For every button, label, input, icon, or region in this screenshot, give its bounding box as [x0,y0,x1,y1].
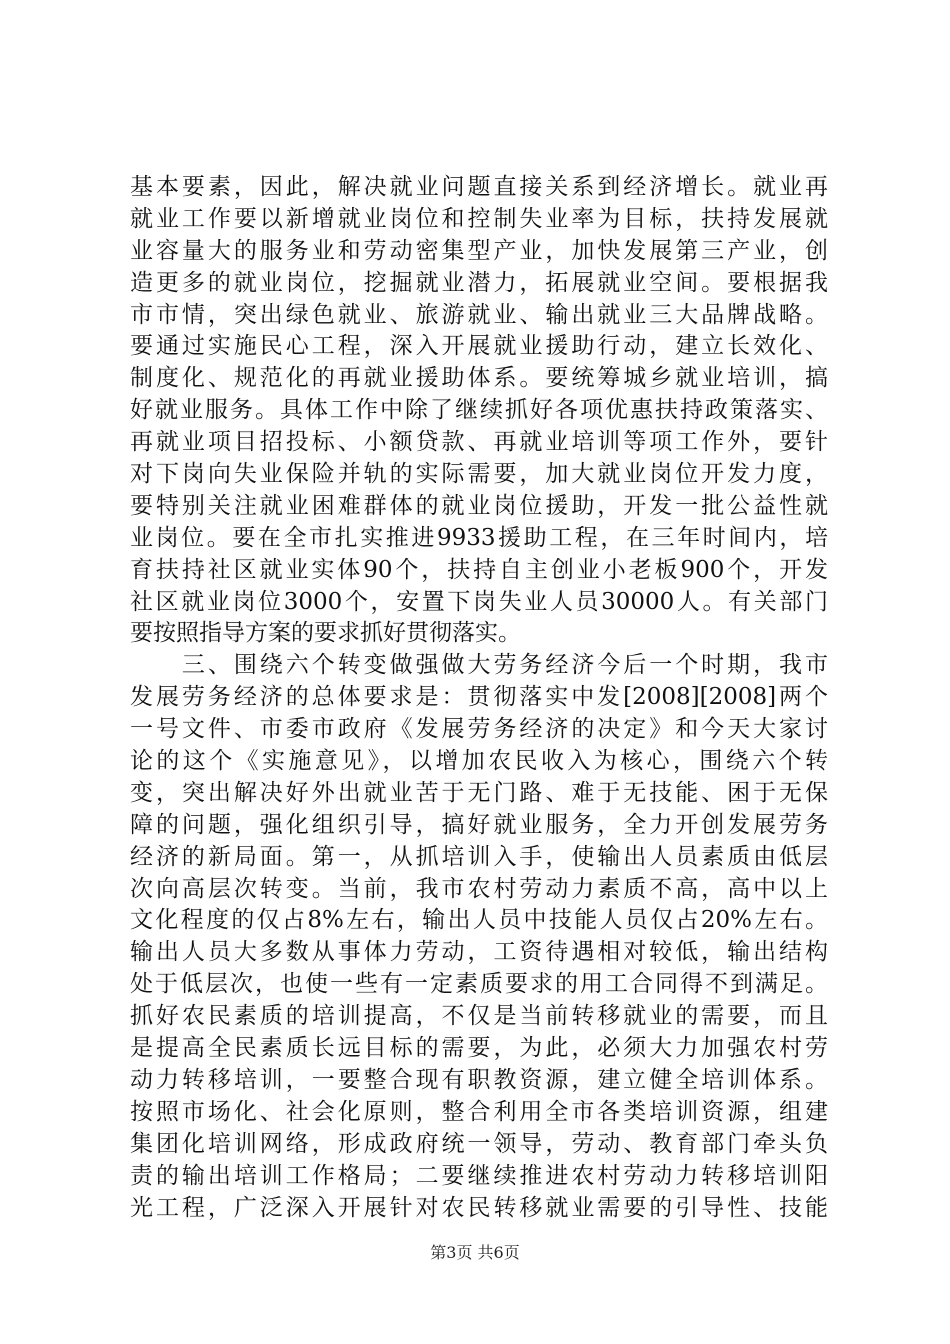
text-line: 就业工作要以新增就业岗位和控制失业率为目标，扶持发展就 [130,205,828,232]
text-line: 文化程度的仅占8%左右，输出人员中技能人员仅占20%左右。 [130,907,828,934]
text-line: 要按照指导方案的要求抓好贯彻落实。 [130,620,521,647]
page-footer: 第3页 共6页 [430,1243,520,1262]
text-line: 业容量大的服务业和劳动密集型产业，加快发展第三产业，创 [130,237,828,264]
text-line: 制度化、规范化的再就业援助体系。要统筹城乡就业培训，搞 [130,365,828,392]
text-line: 按照市场化、社会化原则，整合利用全市各类培训资源，组建 [130,1098,828,1125]
text-line: 对下岗向失业保险并轨的实际需要，加大就业岗位开发力度， [130,461,828,488]
text-line: 要通过实施民心工程，深入开展就业援助行动，建立长效化、 [130,333,828,360]
text-line: 市市情，突出绿色就业、旅游就业、输出就业三大品牌战略。 [130,301,828,328]
text-line: 抓好农民素质的培训提高，不仅是当前转移就业的需要，而且 [130,1003,828,1030]
text-line: 输出人员大多数从事体力劳动，工资待遇相对较低，输出结构 [130,939,828,966]
text-line: 是提高全民素质长远目标的需要，为此，必须大力加强农村劳 [130,1035,828,1062]
text-line: 基本要素，因此，解决就业问题直接关系到经济增长。就业再 [130,174,828,200]
text-line: 动力转移培训，一要整合现有职教资源，建立健全培训体系。 [130,1066,828,1093]
text-line: 好就业服务。具体工作中除了继续抓好各项优惠扶持政策落实、 [130,397,828,424]
text-line: 一号文件、市委市政府《发展劳务经济的决定》和今天大家讨 [130,716,828,743]
text-line: 光工程，广泛深入开展针对农民转移就业需要的引导性、技能 [130,1194,828,1221]
body-text [130,172,828,1224]
text-line: 造更多的就业岗位，挖掘就业潜力，拓展就业空间。要根据我 [130,269,828,296]
text-line: 发展劳务经济的总体要求是：贯彻落实中发[2008][2008]两个 [130,684,828,711]
text-line: 再就业项目招投标、小额贷款、再就业培训等项工作外，要针 [130,429,828,456]
text-line: 处于低层次，也使一些有一定素质要求的用工合同得不到满足。 [130,971,828,998]
text-line: 次向高层次转变。当前，我市农村劳动力素质不高，高中以上 [130,875,828,902]
text-line: 变，突出解决好外出就业苦于无门路、难于无技能、困于无保 [130,779,828,806]
text-line: 业岗位。要在全市扎实推进9933援助工程，在三年时间内，培 [130,524,828,551]
text-line: 经济的新局面。第一，从抓培训入手，使输出人员素质由低层 [130,843,828,870]
text-line: 育扶持社区就业实体90个，扶持自主创业小老板900个，开发 [130,556,828,583]
text-line: 三、围绕六个转变做强做大劳务经济今后一个时期，我市 [130,652,828,679]
text-line: 要特别关注就业困难群体的就业岗位援助，开发一批公益性就 [130,492,828,519]
text-line: 社区就业岗位3000个，安置下岗失业人员30000人。有关部门 [130,588,828,615]
text-line: 障的问题，强化组织引导，搞好就业服务，全力开创发展劳务 [130,811,828,838]
text-line: 集团化培训网络，形成政府统一领导，劳动、教育部门牵头负 [130,1130,828,1157]
text-line: 论的这个《实施意见》，以增加农民收入为核心，围绕六个转 [130,748,828,775]
text-line: 责的输出培训工作格局；二要继续推进农村劳动力转移培训阳 [130,1162,828,1189]
